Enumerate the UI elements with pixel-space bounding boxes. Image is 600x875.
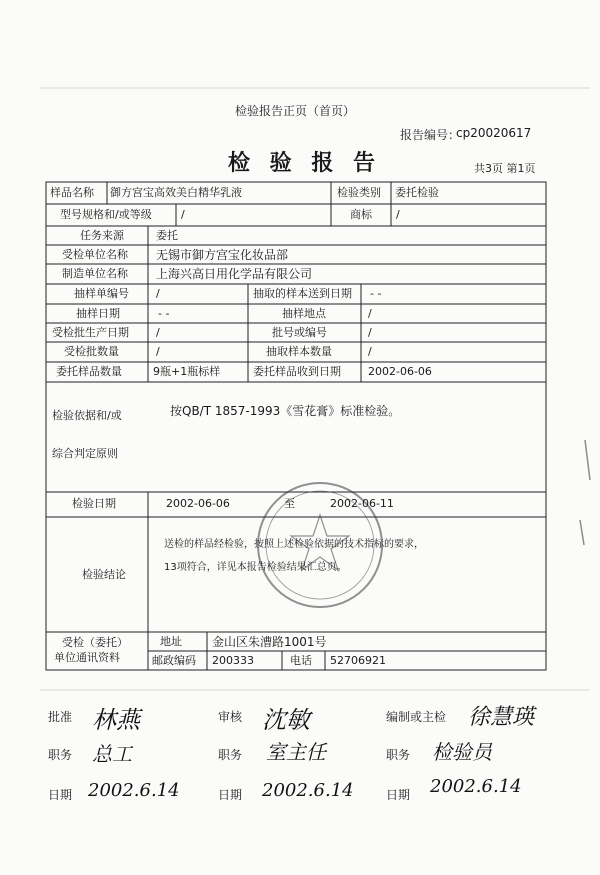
inspection-date-label: 检验日期 [72, 497, 116, 510]
date-2: 2002.6.14 [262, 780, 354, 801]
address-label: 地址 [160, 635, 182, 648]
sampling-place: / [368, 307, 372, 320]
entrusted-qty-label: 委托样品数量 [56, 365, 122, 378]
position-2: 室主任 [266, 740, 326, 764]
batch-qty-label: 受检批数量 [64, 345, 119, 358]
batch-qty: / [156, 345, 160, 358]
production-date-label: 受检批生产日期 [52, 326, 129, 339]
position-3: 检验员 [432, 740, 492, 764]
manufacturer: 上海兴高日用化学品有限公司 [156, 267, 313, 281]
compile-label: 编制或主检 [386, 710, 447, 724]
phone-label: 电话 [290, 654, 312, 667]
conclusion-label: 检验结论 [82, 568, 126, 581]
compile-signature: 徐慧瑛 [468, 705, 535, 730]
date-1: 2002.6.14 [88, 780, 180, 801]
manufacturer-label: 制造单位名称 [62, 267, 128, 280]
position-1: 总工 [92, 742, 132, 766]
inspection-type: 委托检验 [395, 186, 439, 199]
sample-delivered-date-label: 抽取的样本送到日期 [253, 287, 352, 300]
sampling-no: / [156, 287, 160, 300]
batch-no: / [368, 326, 372, 339]
approve-signature: 林燕 [92, 706, 140, 734]
postcode-label: 邮政编码 [152, 654, 196, 667]
review-label: 审核 [218, 710, 243, 724]
sampling-place-label: 抽样地点 [282, 307, 326, 320]
trademark: / [396, 208, 400, 221]
sample-name-label: 样品名称 [50, 186, 94, 199]
inspection-date-from: 2002-06-06 [166, 497, 230, 510]
sampling-date-label: 抽样日期 [76, 307, 120, 320]
date-label-2: 日期 [218, 788, 243, 802]
conclusion-line-1: 送检的样品经检验，按照上述检验依据的技术指标的要求， [164, 539, 424, 550]
date-3: 2002.6.14 [430, 776, 522, 797]
report-number-label: 报告编号： [400, 128, 461, 142]
task-source-label: 任务来源 [80, 229, 124, 242]
address: 金山区朱漕路1001号 [212, 635, 327, 649]
task-source: 委托 [156, 229, 178, 242]
date-label-3: 日期 [386, 788, 411, 802]
approve-label: 批准 [48, 710, 73, 724]
basis-text: 按QB/T 1857-1993《雪花膏》标准检验。 [170, 404, 401, 418]
spec-label: 型号规格和/或等级 [60, 208, 152, 221]
phone: 52706921 [330, 654, 386, 667]
entrusted-qty: 9瓶+1瓶标样 [153, 365, 221, 378]
page-info: 共3页 第1页 [474, 162, 536, 175]
sampling-date: - - [158, 307, 170, 320]
contact-label-line-1: 受检（委托） [62, 636, 128, 649]
date-label-1: 日期 [48, 788, 73, 802]
received-date: 2002-06-06 [368, 365, 432, 378]
report-number: cp20020617 [456, 126, 532, 140]
position-label-1: 职务 [48, 748, 73, 762]
batch-no-label: 批号或编号 [272, 326, 327, 339]
contact-label-line-2: 单位通讯资料 [54, 651, 120, 664]
basis-label-line-2: 综合判定原则 [52, 447, 118, 460]
client-label: 受检单位名称 [62, 248, 128, 261]
review-signature: 沈敏 [262, 706, 310, 734]
sample-name: 御方宫宝高效美白精华乳液 [110, 186, 242, 199]
received-date-label: 委托样品收到日期 [253, 365, 341, 378]
trademark-label: 商标 [350, 208, 372, 221]
sample-qty-label: 抽取样本数量 [266, 345, 332, 358]
position-label-3: 职务 [386, 748, 411, 762]
sample-qty: / [368, 345, 372, 358]
sample-delivered-date: - - [370, 287, 382, 300]
report-title: 检 验 报 告 [228, 151, 381, 176]
conclusion-line-2: 13项符合，详见本报告检验结果汇总页。 [164, 562, 347, 573]
postcode: 200333 [212, 654, 254, 667]
production-date: / [156, 326, 160, 339]
spec: / [181, 208, 185, 221]
sampling-no-label: 抽样单编号 [74, 287, 129, 300]
inspection-date-to-label: 至 [284, 497, 295, 510]
inspection-type-label: 检验类别 [337, 186, 381, 199]
basis-label-line-1: 检验依据和/或 [52, 409, 122, 422]
position-label-2: 职务 [218, 748, 243, 762]
inspection-date-to: 2002-06-11 [330, 497, 394, 510]
client: 无锡市御方宫宝化妆品部 [156, 248, 289, 262]
page-label: 检验报告正页（首页） [235, 104, 356, 118]
